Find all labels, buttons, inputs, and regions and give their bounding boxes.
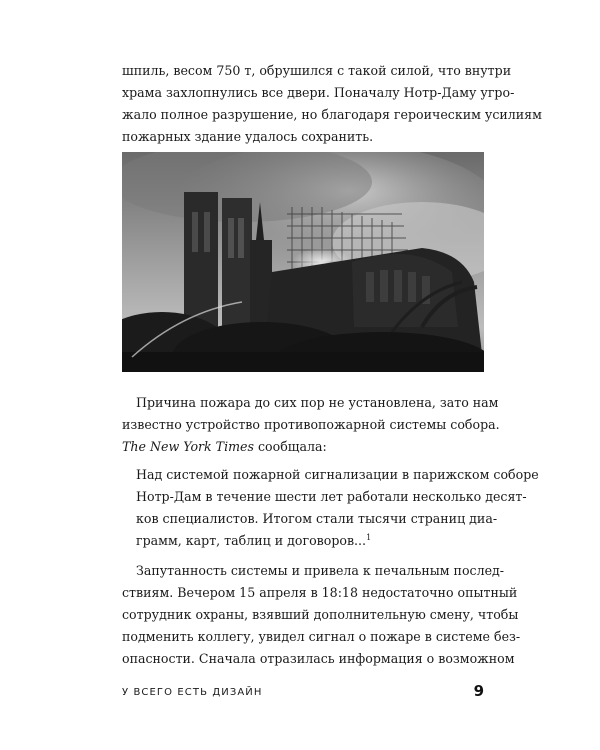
text-line: Причина пожара до сих пор не установлена, зато нам <box>136 395 499 410</box>
text-line: шпиль, весом 750 т, обрушился с такой силой, что внутри <box>122 63 512 78</box>
page-number: 9 <box>473 682 484 700</box>
text-line: храма захлопнулись все двери. Поначалу Нотр-Даму угро- <box>122 85 515 100</box>
quote-last-text: грамм, карт, таблиц и договоров... <box>136 533 367 548</box>
paragraph-bottom <box>122 560 521 670</box>
text-line: жало полное разрушение, но благодаря героическим усилиям <box>122 107 542 122</box>
quote-line: Нотр-Дам в течение шести лет работали несколько десят- <box>136 489 527 504</box>
text-line <box>122 436 484 458</box>
block-quote <box>136 464 539 552</box>
text-line: сотрудник охраны, взявший дополнительную смену, чтобы <box>122 607 519 622</box>
text-line: Запутанность системы и привела к печальным послед- <box>136 563 505 578</box>
source-text: сообщала: <box>253 439 327 454</box>
quote-line <box>136 530 484 552</box>
text-line: пожарных здание удалось сохранить. <box>122 129 374 144</box>
paragraph-cause <box>122 392 500 458</box>
text-line: опасности. Сначала отразилась информация о возможном <box>122 651 515 666</box>
source-name: The New York Times <box>122 439 254 454</box>
paragraph-top <box>122 60 542 148</box>
text-line: известно устройство противопожарной системы собора. <box>122 417 500 432</box>
cathedral-fire-image <box>122 152 484 372</box>
quote-line: Над системой пожарной сигнализации в парижском соборе <box>136 467 539 482</box>
footnote-marker[interactable]: 1 <box>366 532 372 542</box>
running-title: У ВСЕГО ЕСТЬ ДИЗАЙН <box>122 687 263 698</box>
quote-line: ков специалистов. Итогом стали тысячи страниц диа- <box>136 511 498 526</box>
text-line: ствиям. Вечером 15 апреля в 18:18 недостаточно опытный <box>122 585 518 600</box>
text-line: подменить коллегу, увидел сигнал о пожаре в системе без- <box>122 629 521 644</box>
cathedral-fire-photo <box>122 152 484 372</box>
